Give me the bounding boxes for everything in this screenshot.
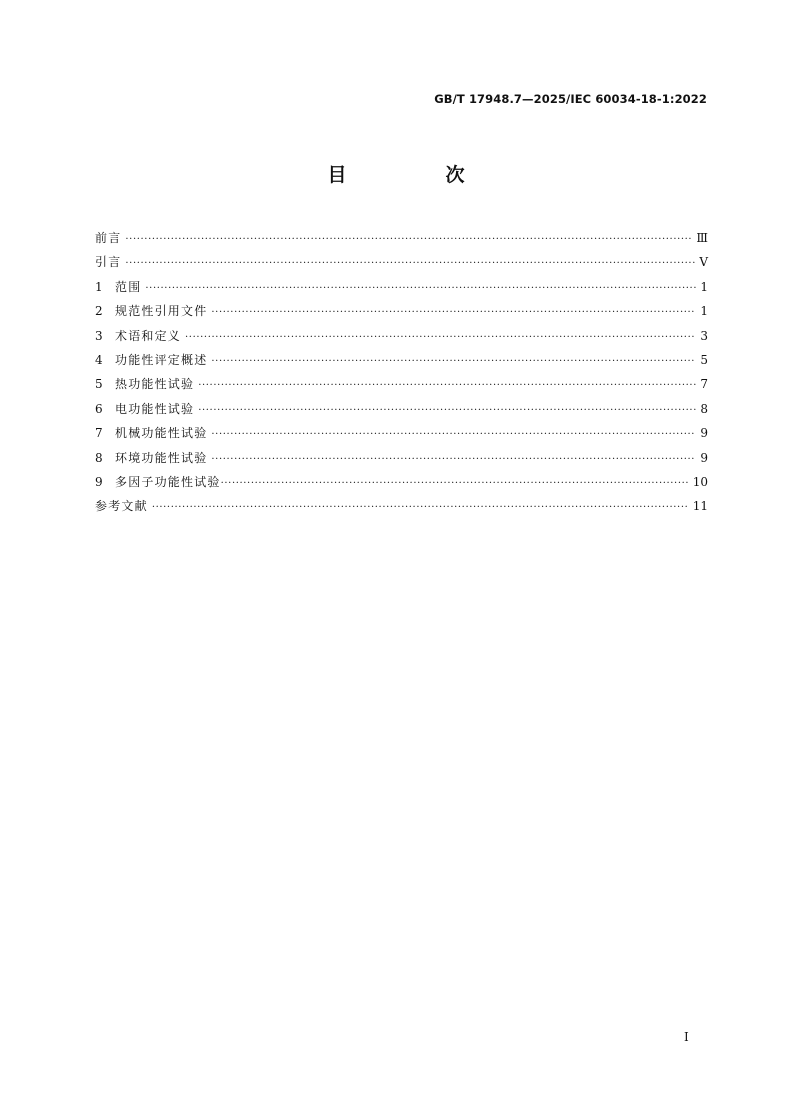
toc-label: 前言 — [95, 231, 122, 245]
dot-leader — [145, 277, 696, 301]
toc-label: 多因子功能性试验 — [115, 474, 221, 489]
dot-leader — [211, 301, 696, 325]
toc-label: 电功能性试验 — [115, 401, 195, 416]
toc-label: 术语和定义 — [115, 328, 182, 343]
toc-entry-normative-references[interactable] — [95, 299, 708, 323]
toc-label: 环境功能性试验 — [115, 450, 208, 465]
toc-section-number: 1 — [95, 279, 103, 294]
toc-section-number: 2 — [95, 304, 103, 319]
toc-page-number: Ⅴ — [699, 255, 708, 270]
page-title: 目 次 — [327, 164, 505, 186]
dot-leader — [125, 252, 695, 276]
toc-section-number: 5 — [95, 377, 103, 392]
toc-label: 参考文献 — [95, 499, 148, 514]
dot-leader — [211, 448, 696, 472]
toc-page-number: 9 — [700, 426, 708, 441]
toc-entry-terms-definitions[interactable] — [95, 324, 708, 348]
standard-code: GB/T 17948.7—2025/IEC 60034-18-1:2022 — [434, 92, 707, 106]
toc-page-number: 1 — [700, 304, 708, 319]
dot-leader — [198, 399, 696, 423]
dot-leader — [211, 350, 696, 374]
toc-section-number: 8 — [95, 450, 103, 465]
toc-label: 范围 — [115, 279, 142, 294]
toc-page-number: 3 — [700, 328, 708, 343]
toc-entry-environmental-tests[interactable] — [95, 446, 708, 470]
toc-page-number: 10 — [692, 474, 708, 489]
toc-entry-functional-evaluation-overview[interactable] — [95, 348, 708, 372]
toc-section-number: 9 — [95, 474, 103, 489]
toc-entry-multifactor-tests[interactable] — [95, 470, 708, 494]
toc-entry-electrical-tests[interactable] — [95, 397, 708, 421]
toc-page-number: 5 — [700, 352, 708, 367]
toc-entry-foreword[interactable] — [95, 226, 708, 250]
toc-label: 机械功能性试验 — [115, 426, 208, 441]
dot-leader — [152, 496, 689, 520]
dot-leader — [198, 374, 696, 398]
toc-page-number: Ⅲ — [696, 231, 708, 245]
toc-page-number: 8 — [700, 401, 708, 416]
dot-leader — [211, 423, 696, 447]
toc-entry-introduction[interactable] — [95, 250, 708, 274]
toc-section-number: 3 — [95, 328, 103, 343]
toc-label: 热功能性试验 — [115, 377, 195, 392]
toc-page-number: 1 — [700, 279, 708, 294]
toc-section-number: 6 — [95, 401, 103, 416]
folio-page-number: Ⅰ — [684, 1030, 689, 1044]
toc-label: 规范性引用文件 — [115, 304, 208, 319]
dot-leader — [221, 472, 689, 496]
toc-section-number: 7 — [95, 426, 103, 441]
toc-entry-scope[interactable] — [95, 275, 708, 299]
toc-label: 引言 — [95, 255, 122, 270]
dot-leader — [125, 228, 692, 252]
toc-label: 功能性评定概述 — [115, 352, 208, 367]
toc-page-number: 7 — [700, 377, 708, 392]
table-of-contents — [95, 226, 708, 519]
toc-entry-mechanical-tests[interactable] — [95, 421, 708, 445]
toc-entry-thermal-tests[interactable] — [95, 372, 708, 396]
toc-page-number: 9 — [700, 450, 708, 465]
dot-leader — [185, 326, 696, 350]
toc-section-number: 4 — [95, 352, 103, 367]
toc-entry-bibliography[interactable] — [95, 494, 708, 518]
toc-page-number: 11 — [692, 499, 708, 514]
